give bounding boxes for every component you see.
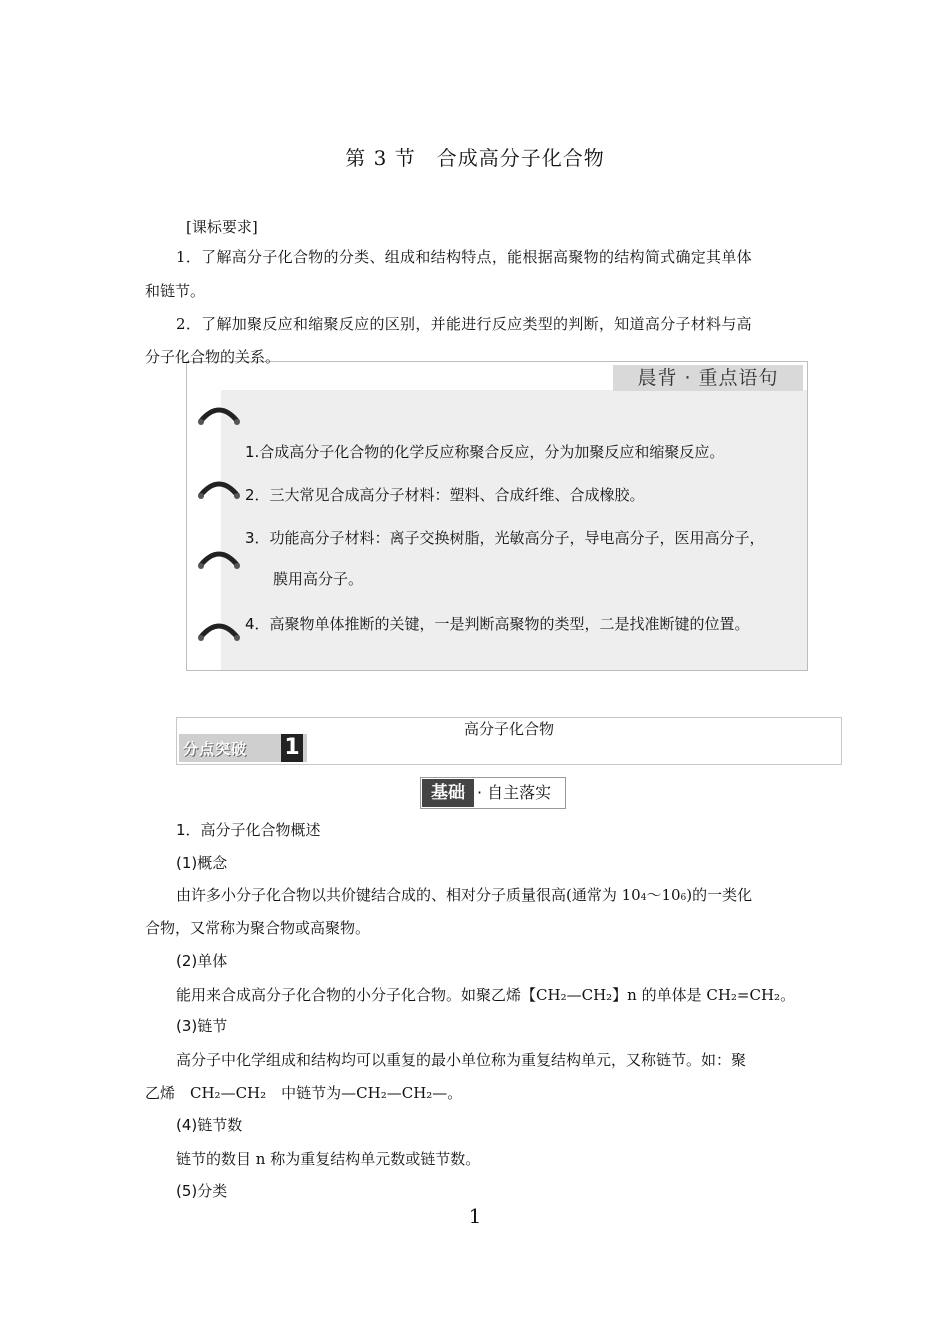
requirement-1-line-1: 1．了解高分子化合物的分类、组成和结构特点，能根据高聚物的结构简式确定其单体 bbox=[176, 248, 752, 266]
arc-icon bbox=[197, 402, 241, 426]
section-badge-number: 1 bbox=[281, 734, 303, 762]
requirements-heading: [课标要求] bbox=[186, 218, 258, 236]
chain-count-line: 链节的数目 n 称为重复结构单元数或链节数。 bbox=[176, 1150, 481, 1168]
recite-point-1: 1.合成高分子化合物的化学反应称聚合反应，分为加聚反应和缩聚反应。 bbox=[245, 443, 725, 461]
concept-line-2: 合物，又常称为聚合物或高聚物。 bbox=[145, 919, 371, 937]
arc-icon bbox=[197, 618, 241, 642]
section-badge bbox=[179, 734, 307, 762]
heading-chain-unit: (3)链节 bbox=[176, 1017, 228, 1035]
heading-monomer: (2)单体 bbox=[176, 952, 228, 970]
recite-box-header: 晨背 · 重点语句 bbox=[613, 365, 803, 391]
section-title: 高分子化合物 bbox=[463, 720, 554, 738]
recite-point-3-line-2: 膜用高分子。 bbox=[273, 570, 364, 588]
page-number: 1 bbox=[468, 1204, 482, 1228]
page-title: 第 3 节 合成高分子化合物 bbox=[345, 146, 605, 170]
recite-box bbox=[186, 361, 808, 671]
polyethylene-formula: 【CH₂—CH₂】n bbox=[521, 986, 637, 1004]
chain-unit-line-2: 乙烯 CH₂—CH₂ 中链节为—CH₂—CH₂—。 bbox=[145, 1084, 463, 1102]
section-badge-text: 分点突破 bbox=[183, 740, 248, 758]
recite-point-3-line-1: 3．功能高分子材料：离子交换树脂，光敏高分子，导电高分子，医用高分子， bbox=[245, 529, 765, 547]
recite-point-2: 2．三大常见合成高分子材料：塑料、合成纤维、合成橡胶。 bbox=[245, 486, 645, 504]
basics-badge-rest: · 自主落实 bbox=[477, 783, 552, 802]
heading-chain-count: (4)链节数 bbox=[176, 1116, 243, 1134]
concept-line-1: 由许多小分子化合物以共价键结合成的、相对分子质量很高(通常为 104～106)的一类化 bbox=[176, 886, 753, 904]
requirement-2-line-1: 2．了解加聚反应和缩聚反应的区别，并能进行反应类型的判断，知道高分子材料与高 bbox=[176, 315, 752, 333]
heading-concept: (1)概念 bbox=[176, 854, 228, 872]
basics-badge-strong: 基础 bbox=[422, 779, 474, 807]
requirement-1-line-2: 和链节。 bbox=[145, 282, 206, 300]
heading-overview: 1．高分子化合物概述 bbox=[176, 821, 321, 839]
chain-unit-line-1: 高分子中化学组成和结构均可以重复的最小单位称为重复结构单元，又称链节。如：聚 bbox=[176, 1051, 747, 1069]
requirement-2-line-2: 分子化合物的关系。 bbox=[145, 348, 281, 366]
section-bar bbox=[176, 717, 842, 765]
basics-badge bbox=[420, 777, 566, 809]
arc-icon bbox=[197, 476, 241, 500]
monomer-line: 能用来合成高分子化合物的小分子化合物。如聚乙烯【CH₂—CH₂】n 的单体是 CH₂=CH₂。 bbox=[176, 986, 796, 1004]
recite-point-4: 4．高聚物单体推断的关键，一是判断高聚物的类型，二是找准断键的位置。 bbox=[245, 615, 750, 633]
heading-classification: (5)分类 bbox=[176, 1182, 228, 1200]
arc-icon bbox=[197, 546, 241, 570]
